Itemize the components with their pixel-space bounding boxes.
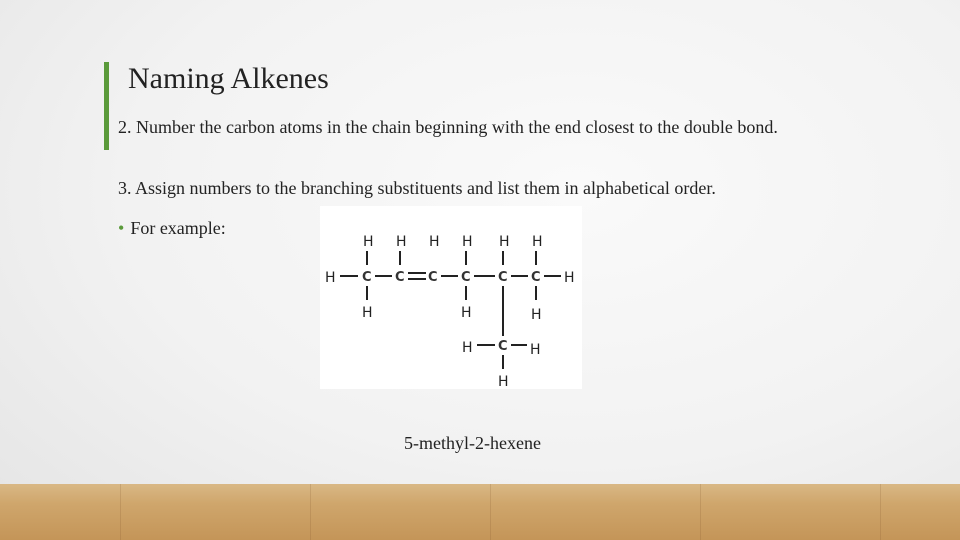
atom-c: C	[428, 270, 438, 285]
atom-h: H	[362, 305, 373, 321]
atom-c: C	[461, 270, 471, 285]
floor-plank-seam	[880, 484, 881, 540]
atom-h: H	[498, 374, 509, 389]
atom-h: H	[499, 234, 510, 250]
atom-h: H	[461, 305, 472, 321]
wood-floor	[0, 484, 960, 540]
floor-plank-seam	[310, 484, 311, 540]
atom-h: H	[396, 234, 407, 250]
atom-h: H	[531, 307, 542, 323]
atom-h: H	[532, 234, 543, 250]
floor-plank-seam	[490, 484, 491, 540]
atom-c: C	[498, 339, 508, 354]
compound-name: 5-methyl-2-hexene	[404, 433, 541, 453]
atom-c: C	[531, 270, 541, 285]
example-bullet	[118, 218, 226, 239]
atom-c: C	[498, 270, 508, 285]
atom-h: H	[564, 270, 575, 286]
atom-h: H	[462, 340, 473, 356]
floor-plank-seam	[120, 484, 121, 540]
atom-h: H	[462, 234, 473, 250]
structural-formula	[320, 206, 582, 389]
atom-c: C	[362, 270, 372, 285]
atom-h: H	[429, 234, 440, 250]
step-3-text: 3. Assign numbers to the branching substituents and list them in alphabetical order.	[118, 178, 716, 198]
slide-title: Naming Alkenes	[128, 62, 329, 95]
bullet-marker: •	[118, 218, 125, 238]
accent-bar	[104, 62, 109, 150]
floor-plank-seam	[700, 484, 701, 540]
atom-h: H	[363, 234, 374, 250]
atom-h: H	[530, 342, 541, 358]
structural-formula-svg	[320, 206, 582, 389]
example-label: For example:	[130, 218, 226, 238]
atom-h: H	[325, 270, 336, 286]
step-2-text: 2. Number the carbon atoms in the chain beginning with the end closest to the double bond.	[118, 117, 778, 137]
atom-c: C	[395, 270, 405, 285]
